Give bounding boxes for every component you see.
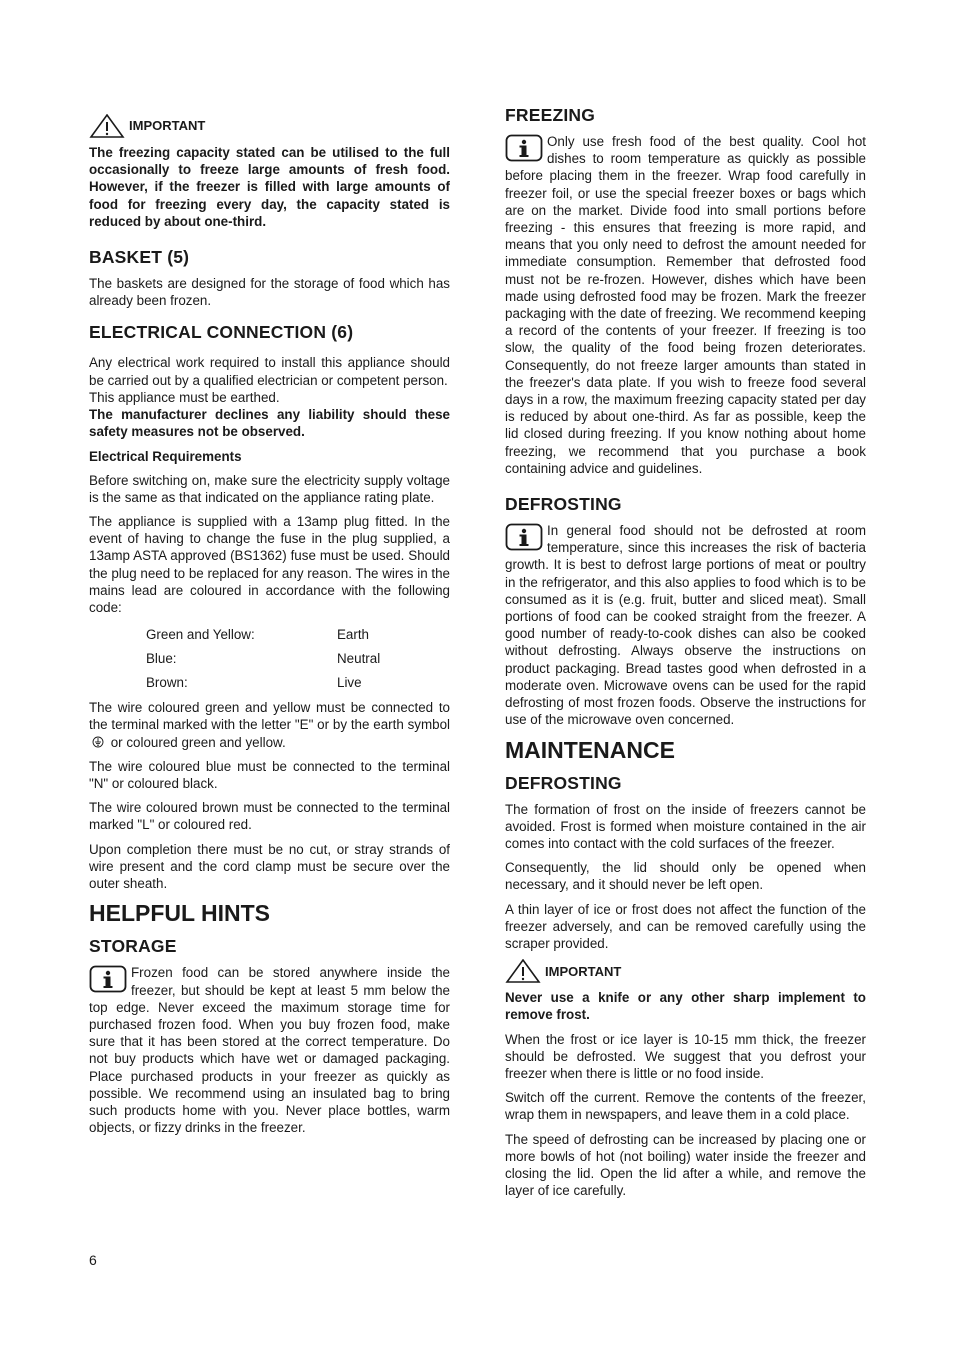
storage-text: Frozen food can be stored anywhere inside the freezer, but should be kept at least 5 mm below the top edge. Never exceed the maximum storage time for purchased frozen food. When you buy frozen food, make sure that it has been stored at the correct temperature. Do not buy products which have wet or damaged packaging. Place purchased products in your freezer as quickly as possible. We recommend using an insulated bag to bring such products home with you. Never place bottles, warm objects, or fizzy drinks in the freezer.: [89, 965, 450, 1136]
electrical-para-9: Upon completion there must be no cut, or stray strands of wire present and the cord clamp must be secure over the outer sheath.: [89, 841, 450, 892]
electrical-para-8: The wire coloured brown must be connected to the terminal marked "L" or coloured red.: [89, 800, 450, 833]
electrical-liability: The manufacturer declines any liability should these safety measures not be observed.: [89, 407, 450, 440]
warning-icon: [89, 114, 125, 138]
maintenance-para-2: Consequently, the lid should only be opened when necessary, and it should never be left open.: [505, 860, 866, 893]
electrical-para-1: Any electrical work required to install this appliance should be carried out by a qualified electrician or competent person.: [89, 355, 450, 388]
table-row: [146, 647, 450, 671]
maintenance-para-5: Switch off the current. Remove the contents of the freezer, wrap them in newspapers, and leave them in a cold place.: [505, 1090, 866, 1123]
wire-color: Brown:: [146, 675, 188, 691]
maintenance-para-4: When the frost or ice layer is 10-15 mm thick, the freezer should be defrosted. We suggest that you defrost your freezer when there is little or no food inside.: [505, 1031, 866, 1081]
earth-symbol-icon: [92, 736, 104, 748]
important-notice: [89, 114, 450, 138]
wire-color-table: [146, 623, 450, 695]
helpful-hints-heading: HELPFUL HINTS: [89, 900, 271, 927]
table-row: [146, 671, 450, 695]
wire-terminal: Neutral: [337, 651, 381, 667]
electrical-para-7: The wire coloured blue must be connected to the terminal "N" or coloured black.: [89, 758, 450, 792]
important-label: IMPORTANT: [129, 118, 206, 134]
wire-color: Green and Yellow:: [146, 627, 255, 643]
right-column: [505, 104, 866, 1206]
electrical-para-4: Before switching on, make sure the electricity supply voltage is the same as that indicated on the appliance rating plate.: [89, 472, 450, 505]
electrical-para-5: The appliance is supplied with a 13amp plug fitted. In the event of having to change the fuse in the plug supplied, a 13amp ASTA approved (BS1362) fuse must be used. Should the plug need to be replaced for any reason. The wires in the mains lead are coloured in accordance with the following code:: [89, 514, 450, 616]
storage-heading: STORAGE: [89, 936, 177, 957]
important-text: The freezing capacity stated can be utilised to the full occasionally to freeze large amounts of fresh food. However, if the freezer is filled with large amounts of food for freezing every day, the capacity stated is reduced by about one-third.: [89, 145, 450, 229]
important-label: IMPORTANT: [545, 963, 622, 979]
defrosting-text: In general food should not be defrosted at room temperature, since this increases the risk of bacteria growth. It is best to defrost large portions of meat or poultry in the refrigerator, and this also applies to food which is to be consumed as it is (e.g. fruit, butter and sliced meat). Small portions of food can be cooked straight from the freezer. A good number of ready-to-cook dishes can also be cooked without defrosting. Always observe the instructions on product packaging. Bread tastes good when defrosted in a moderate oven. Microwave ovens can be used for the rapid defrosting of most frozen foods. Observe the instructions for use of the microwave oven concerned.: [505, 523, 866, 728]
page-number: 6: [89, 1252, 97, 1268]
electrical-requirements-heading: Electrical Requirements: [89, 449, 242, 465]
electrical-para-6: The wire coloured green and yellow must be connected to the terminal marked with the letter "E" or by the earth symbol or coloured green and yellow.: [89, 700, 450, 750]
wire-terminal: Live: [337, 675, 362, 691]
maintenance-para-1: The formation of frost on the inside of freezers cannot be avoided. Frost is formed when moisture contained in the air comes into contact with the cold surfaces of the freezer.: [505, 801, 866, 851]
wire-terminal: Earth: [337, 627, 370, 643]
defrosting-heading: DEFROSTING: [505, 494, 622, 515]
maintenance-heading: MAINTENANCE: [505, 736, 675, 763]
info-icon: [505, 134, 543, 162]
freezing-text: Only use fresh food of the best quality. Cool hot dishes to room temperature as quickly as possible before placing them in the freezer. Wrap food carefully in freezer foil, or use the special freezer boxes or bags which are on the market. Divide food into small portions before freezing - this ensures that freezing is more rapid, and means that you only need to defrost the amount needed for immediate consumption. Remember that defrosted food must not be re-frozen. However, dishes which have been made using defrosted food may be frozen. Mark the freezer packaging with the date of freezing. We recommend keeping a record of the contents of your freezer. If freezing is too slow, the quality of the food being frozen deteriorates. Consequently, do not freeze larger amounts than stated in the freezer's data plate. If you wish to freeze food several days in a row, the maximum freezing capacity stated per day is reduced by about one-third. As far as possible, keep the lid closed during freezing. If you know nothing about home freezing, we recommend that you purchase a book containing advice and guidelines.: [505, 134, 866, 476]
warning-icon: [505, 959, 541, 983]
important-text: Never use a knife or any other sharp implement to remove frost.: [505, 990, 866, 1023]
basket-text: The baskets are designed for the storage of food which has already been frozen.: [89, 276, 450, 309]
info-icon: [505, 523, 543, 551]
table-row: [146, 623, 450, 647]
info-icon: [89, 965, 127, 993]
wire-color: Blue:: [146, 651, 177, 667]
maintenance-para-3: A thin layer of ice or frost does not affect the function of the freezer adversely, and can be removed carefully using the scraper provided.: [505, 901, 866, 951]
electrical-heading: ELECTRICAL CONNECTION (6): [89, 322, 354, 343]
important-notice: [505, 959, 866, 983]
left-column: [89, 104, 450, 1143]
basket-heading: BASKET (5): [89, 247, 190, 268]
maintenance-defrosting-heading: DEFROSTING: [505, 772, 622, 793]
maintenance-para-6: The speed of defrosting can be increased by placing one or more bowls of hot (not boiling) water inside the freezer and closing the lid. Open the lid after a while, and remove the layer of ice carefully.: [505, 1131, 866, 1199]
freezing-heading: FREEZING: [505, 105, 596, 125]
electrical-para-2: This appliance must be earthed.: [89, 389, 280, 405]
